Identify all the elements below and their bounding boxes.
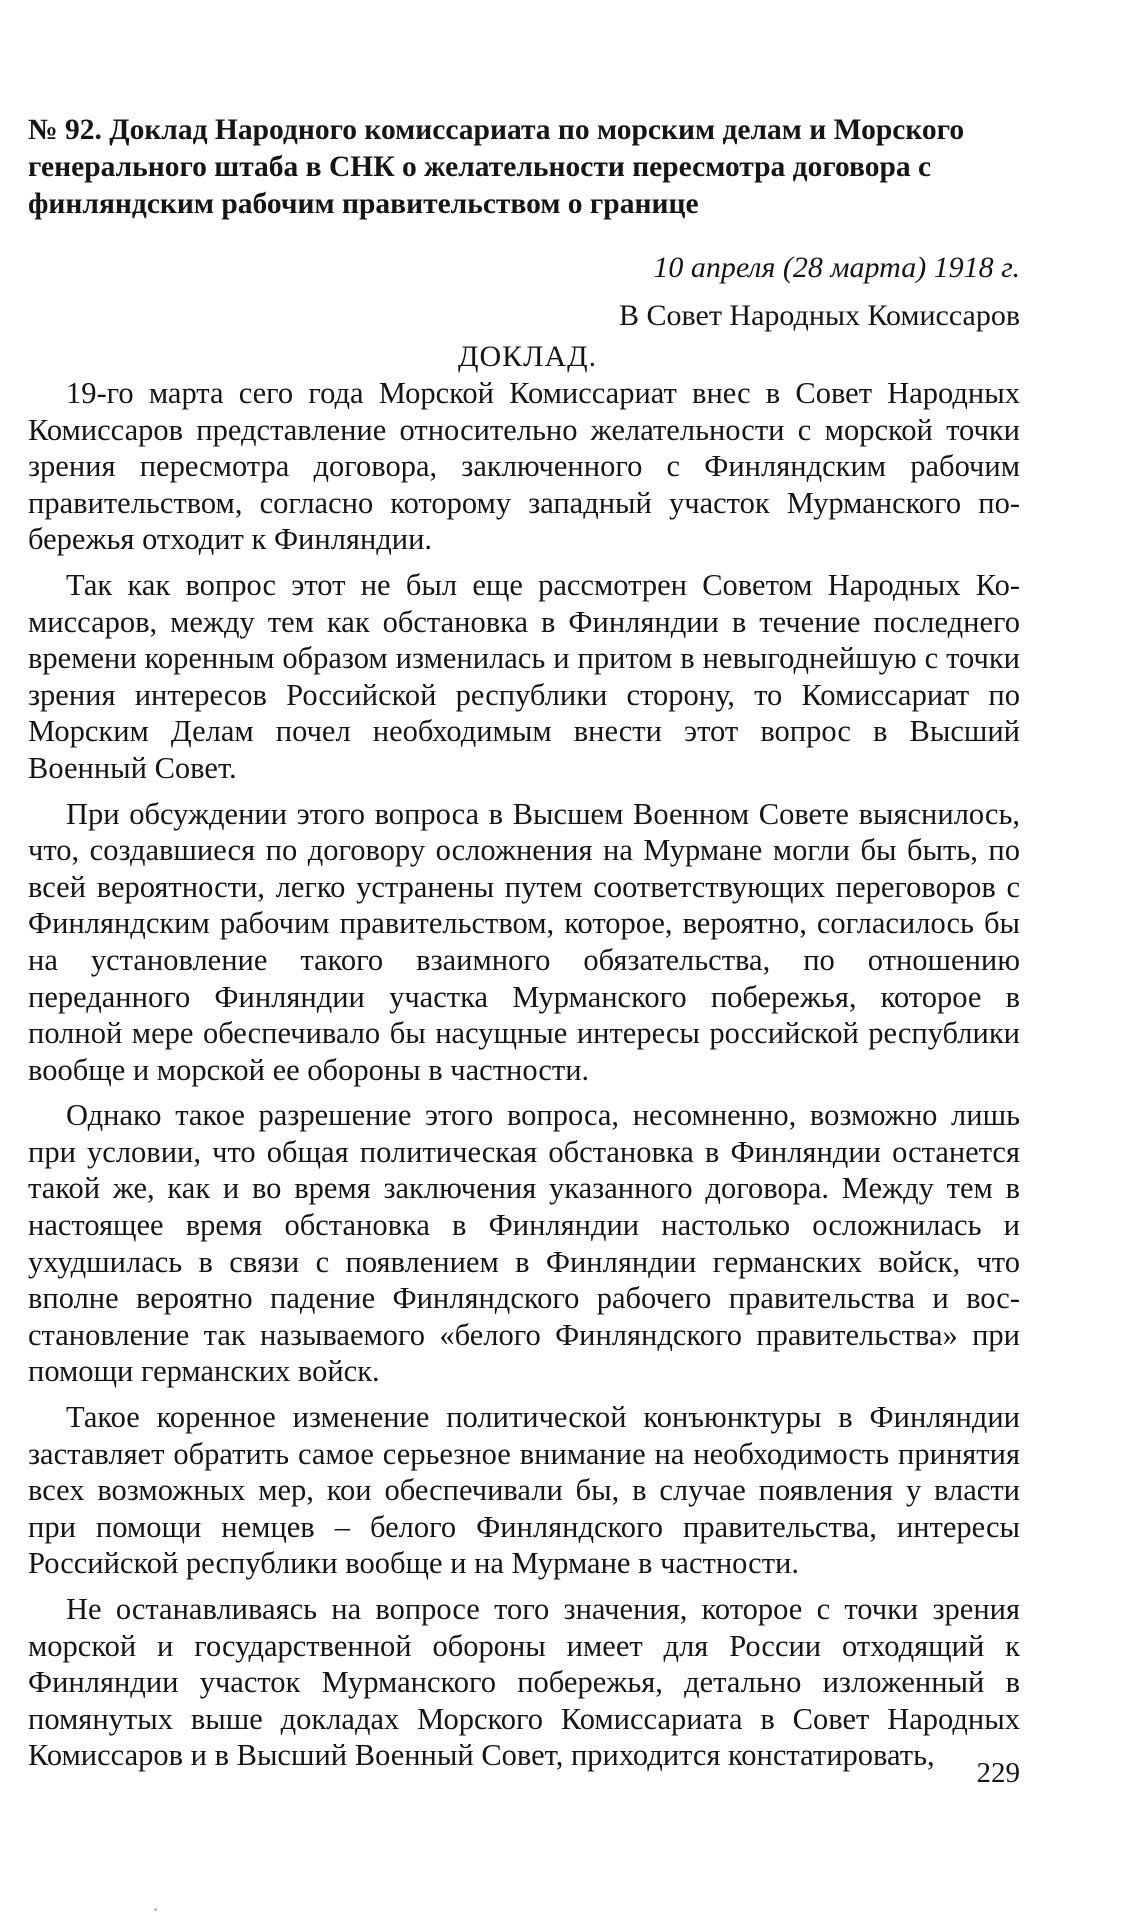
document-addressee: В Совет Народных Комиссаров xyxy=(619,299,1020,332)
paragraph: 19-го марта сего года Морской Комиссариат внес в Совет Народных Комиссаров представление относительно желательности с морской точки зрения пересмотра договора, заключенного с Финляндским рабочим правительством, согласно которому западный участок Мурманского побережья отходит к Финляндии. xyxy=(28,376,1020,557)
document-page xyxy=(28,112,1020,1774)
document-body xyxy=(28,375,1020,1774)
page-number: 229 xyxy=(976,1757,1020,1789)
paragraph: Так как вопрос этот не был еще рассмотрен Советом Народных Комиссаров, между тем как обстановка в Финляндии в течение последнего времени коренным образом изменилась и притом в невыгоднейшую с точки зрения интересов Российской республики сторону, то Комиссариат по Морским Делам почел необходимым внести этот вопрос в Высший Военный Совет. xyxy=(28,567,1020,785)
document-heading: № 92. Доклад Народного комиссариата по морским делам и Морского генерального штаба в СНК о желательности пересмотра договора с финляндским рабочим правительством о границе xyxy=(28,114,965,220)
paragraph: При обсуждении этого вопроса в Высшем Военном Совете выяснилось, что, создавшиеся по договору осложнения на Мурмане могли бы быть, по всей вероятности, легко устранены путем соответствующих переговоров с Финляндским рабочим правительством, которое, вероятно, согласилось бы на установление такого взаимного обязательства, по отношению переданного Финляндии участка Мурманского побережья, которое в полной мере обеспечивало бы насущные интересы российской республики вообще и морской ее обороны в частности. xyxy=(28,796,1020,1087)
paragraph: Не останавливаясь на вопросе того значения, которое с точки зрения морской и государственной обороны имеет для России отходящий к Финляндии участок Мурманского побережья, детально изложенный в помянутых выше докладах Морского Комиссариата в Совет Народных Комиссаров и в Высший Военный Совет, приходится констатировать, xyxy=(28,1592,1020,1773)
paragraph: Такое коренное изменение политической конъюнктуры в Финляндии заставляет обратить самое серьезное внимание на необходимость принятия всех возможных мер, кои обеспечивали бы, в случае появления у власти при помощи немцев – белого Финляндского правительства, интересы Российской республики вообще и на Мурмане в частности. xyxy=(28,1400,1020,1581)
paragraph: Однако такое разрешение этого вопроса, несомненно, возможно лишь при условии, что общая политическая обстановка в Финляндии останется такой же, как и во время заключения указанного договора. Между тем в настоящее время обстановка в Финляндии настолько осложнилась и ухудшилась в связи с появлением в Финляндии германских войск, что вполне вероятно падение Финляндского рабочего правительства и восстановление так называемого «белого Финляндского правительства» при помощи германских войск. xyxy=(28,1098,1020,1389)
report-title: ДОКЛАД. xyxy=(458,340,598,373)
document-date: 10 апреля (28 марта) 1918 г. xyxy=(653,251,1020,284)
scan-speck xyxy=(154,1908,157,1911)
